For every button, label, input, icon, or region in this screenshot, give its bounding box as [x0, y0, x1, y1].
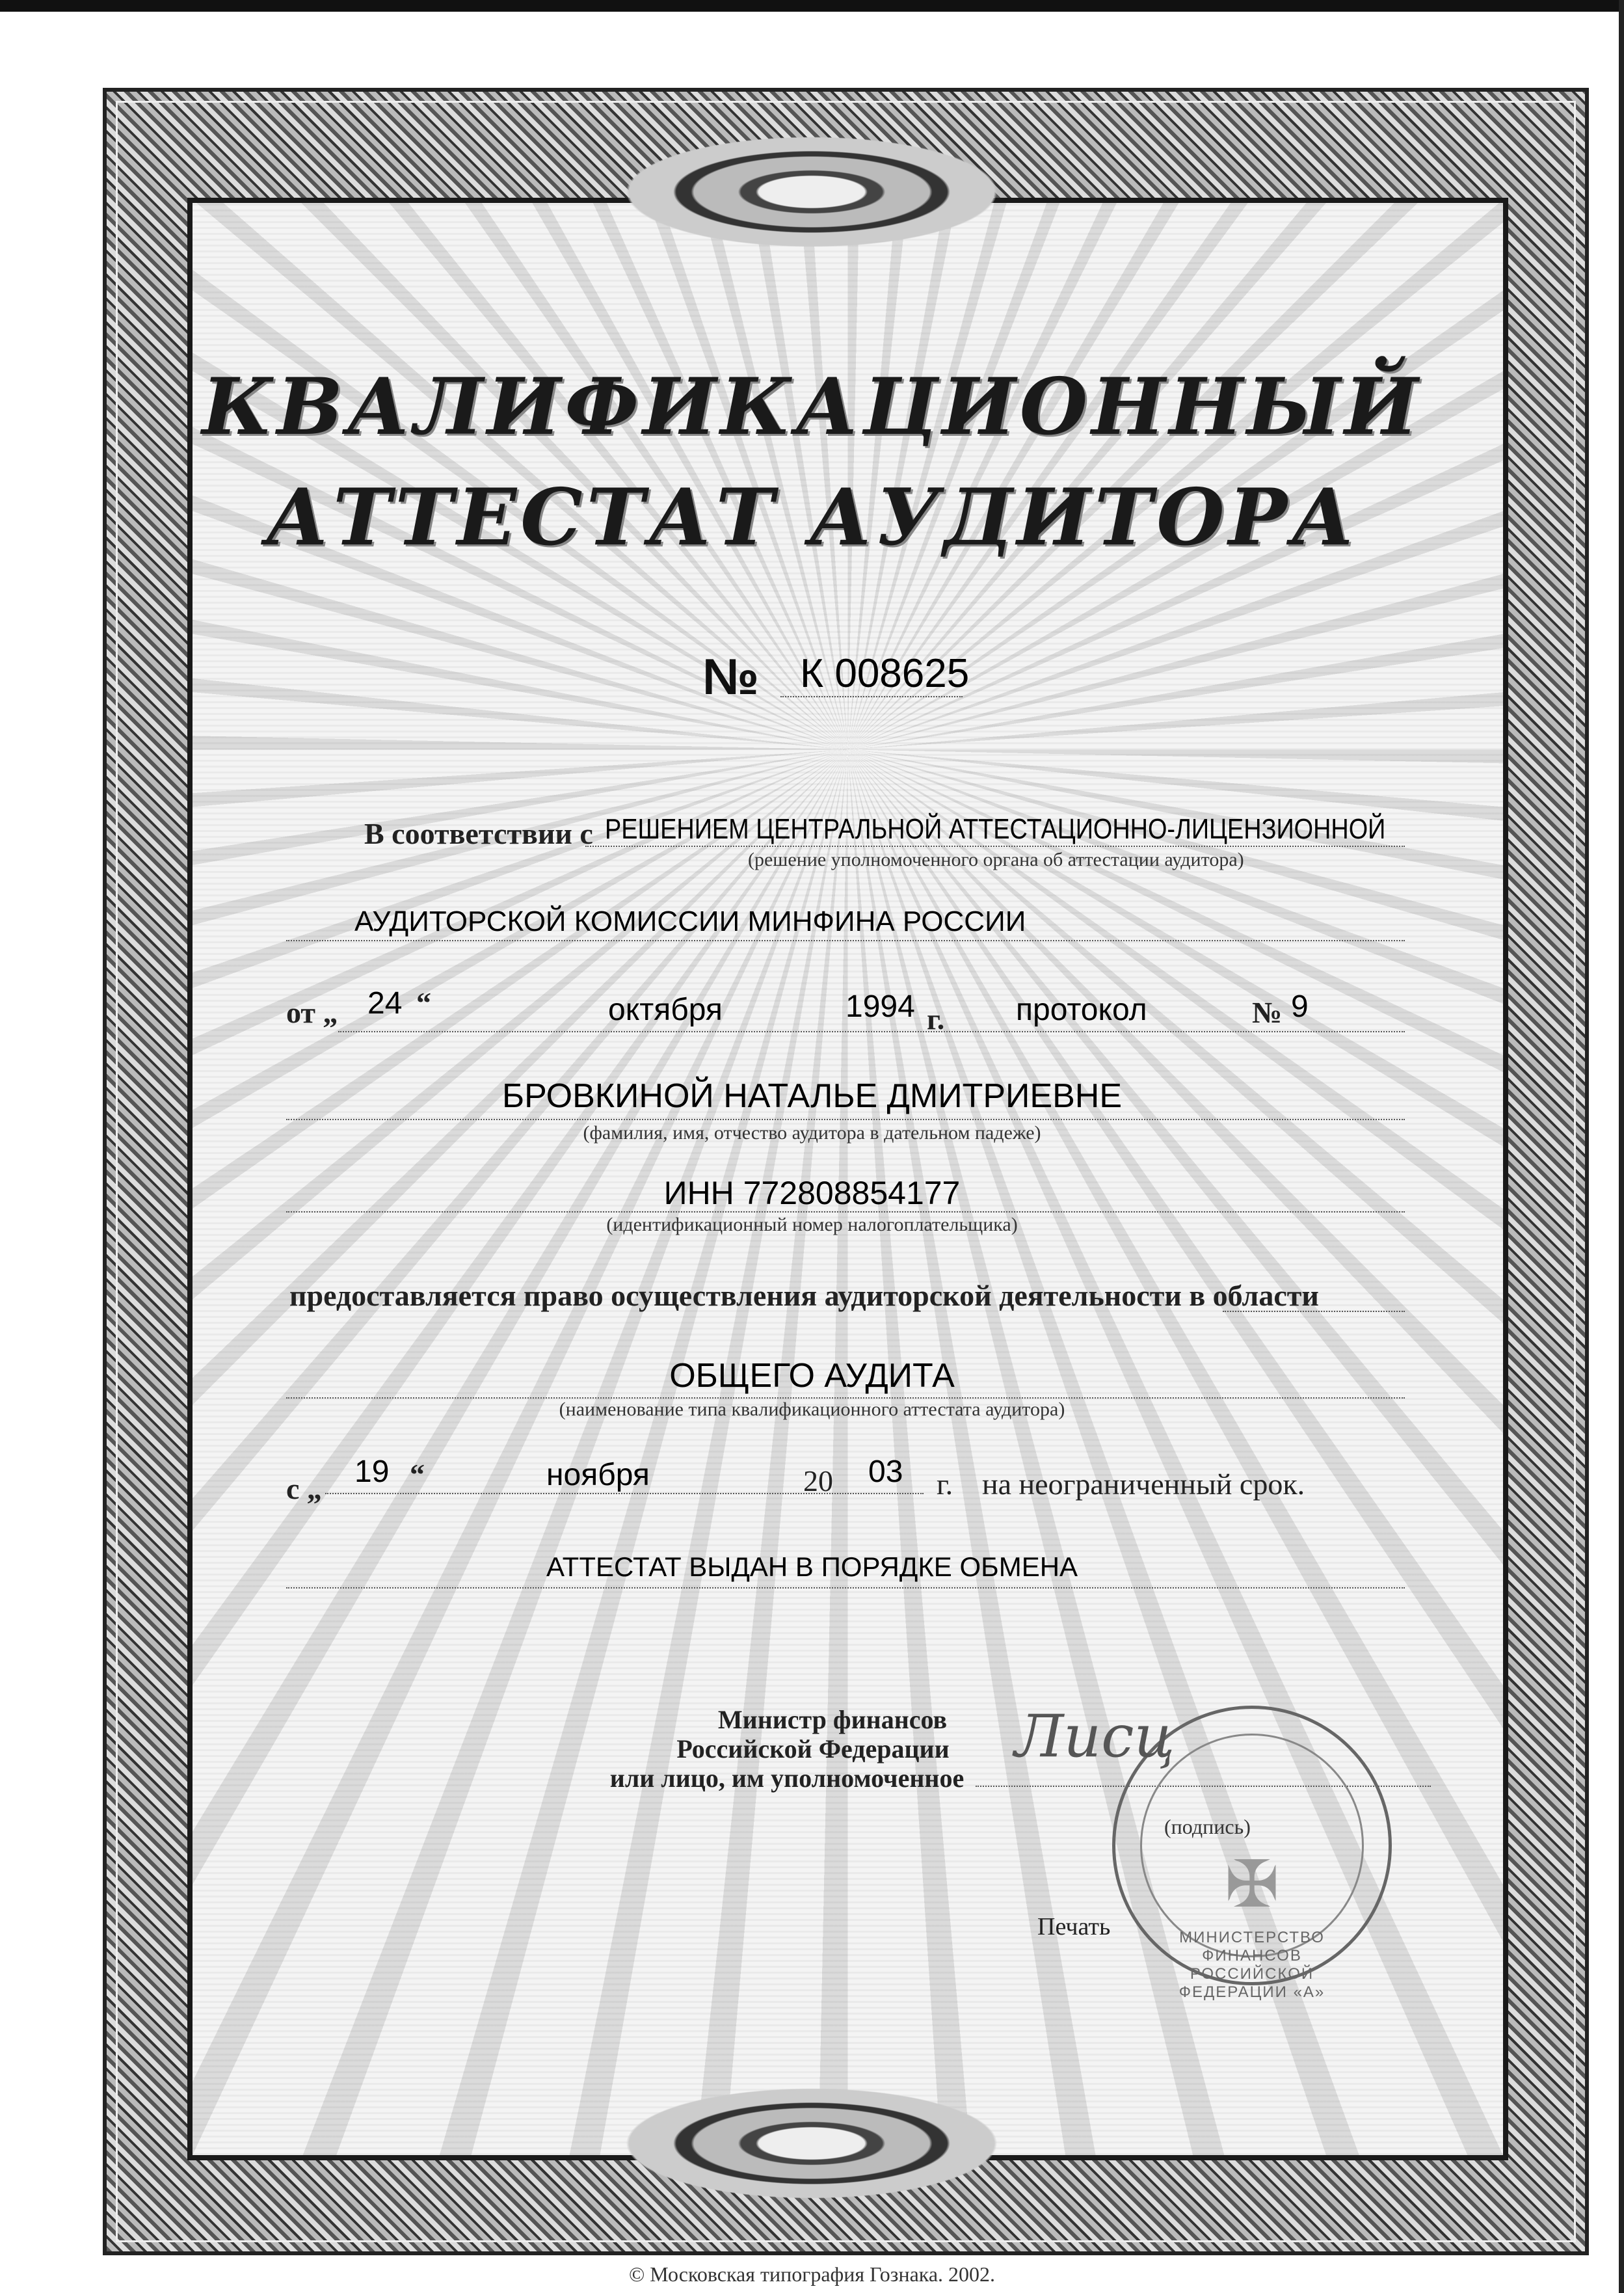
field-line	[286, 1587, 1405, 1589]
field-line	[1223, 1311, 1405, 1312]
validity-quote: “	[410, 1458, 425, 1491]
validity-year: 03	[868, 1455, 903, 1489]
signatory-line2: Российской Федерации	[676, 1734, 950, 1763]
decision-doc-type: протокол	[1016, 993, 1147, 1027]
decision-day: 24	[367, 986, 403, 1021]
auditor-name: БРОВКИНОЙ НАТАЛЬЕ ДМИТРИЕВНЕ	[501, 1077, 1123, 1115]
validity-term: на неограниченный срок.	[982, 1468, 1305, 1501]
validity-century: 20	[803, 1464, 833, 1497]
decision-caption: (решение уполномоченного органа об аттестации аудитора)	[748, 849, 1244, 870]
grant-text: предоставляется право осуществления аудиторской деятельности в области	[289, 1279, 1319, 1312]
audit-area: ОБЩЕГО АУДИТА	[669, 1357, 955, 1395]
signature-caption: (подпись)	[1164, 1815, 1251, 1838]
signatory-line1: Министр финансов	[717, 1705, 948, 1734]
validity-day: 19	[354, 1455, 390, 1489]
number-line	[780, 696, 963, 697]
coat-of-arms-icon: ✠	[1225, 1848, 1279, 1921]
date-prefix: от „	[286, 996, 338, 1029]
field-line	[286, 1211, 1405, 1213]
validity-year-suffix: г.	[937, 1468, 953, 1501]
signature: Лисц	[1015, 1702, 1175, 1771]
top-ornament	[604, 130, 1020, 254]
auditor-inn-caption: (идентификационный номер налогоплательщика)	[606, 1214, 1018, 1235]
seal-label: Печать	[1037, 1913, 1111, 1940]
bottom-ornament	[604, 2082, 1020, 2205]
field-line	[286, 940, 1405, 941]
validity-month: ноября	[546, 1458, 650, 1492]
field-line	[325, 1493, 924, 1494]
issue-note: АТТЕСТАТ ВЫДАН В ПОРЯДКЕ ОБМЕНА	[546, 1551, 1078, 1582]
signatory-line3: или лицо, им уполномоченное	[609, 1763, 965, 1793]
field-line	[286, 1119, 1405, 1120]
scan-edge-right	[1619, 0, 1624, 2293]
scan-edge-top	[0, 0, 1624, 12]
audit-area-caption: (наименование типа квалификационного аттестата аудитора)	[559, 1399, 1065, 1420]
seal-text: МИНИСТЕРСТВО ФИНАНСОВ РОССИЙСКОЙ ФЕДЕРАЦИИ «А»	[1178, 1929, 1325, 2001]
decision-value-line1: РЕШЕНИЕМ ЦЕНТРАЛЬНОЙ АТТЕСТАЦИОННО-ЛИЦЕНЗИОННОЙ	[605, 813, 1386, 845]
field-line	[338, 1031, 1405, 1032]
decision-year: 1994	[845, 989, 915, 1024]
decision-label: В соответствии с	[364, 817, 593, 850]
protocol-number: 9	[1291, 989, 1309, 1024]
year-suffix: г.	[927, 1002, 945, 1036]
auditor-inn: ИНН 772808854177	[663, 1175, 961, 1211]
field-line	[585, 846, 1405, 847]
auditor-name-caption: (фамилия, имя, отчество аудитора в дательном падеже)	[583, 1122, 1041, 1144]
protocol-num-sign: №	[1252, 996, 1283, 1029]
decision-value-line2: АУДИТОРСКОЙ КОМИССИИ МИНФИНА РОССИИ	[354, 905, 1026, 937]
decision-month: октября	[608, 993, 723, 1027]
certificate-number: К 008625	[800, 651, 970, 696]
printer-footer: © Московская типография Гознака. 2002.	[628, 2262, 996, 2286]
date-quote: “	[416, 986, 431, 1019]
title-line-2: АТТЕСТАТ АУДИТОРА	[265, 472, 1359, 563]
number-sign: №	[702, 648, 759, 705]
validity-prefix: с „	[286, 1472, 322, 1505]
title-line-1: КВАЛИФИКАЦИОННЫЙ	[202, 361, 1422, 453]
